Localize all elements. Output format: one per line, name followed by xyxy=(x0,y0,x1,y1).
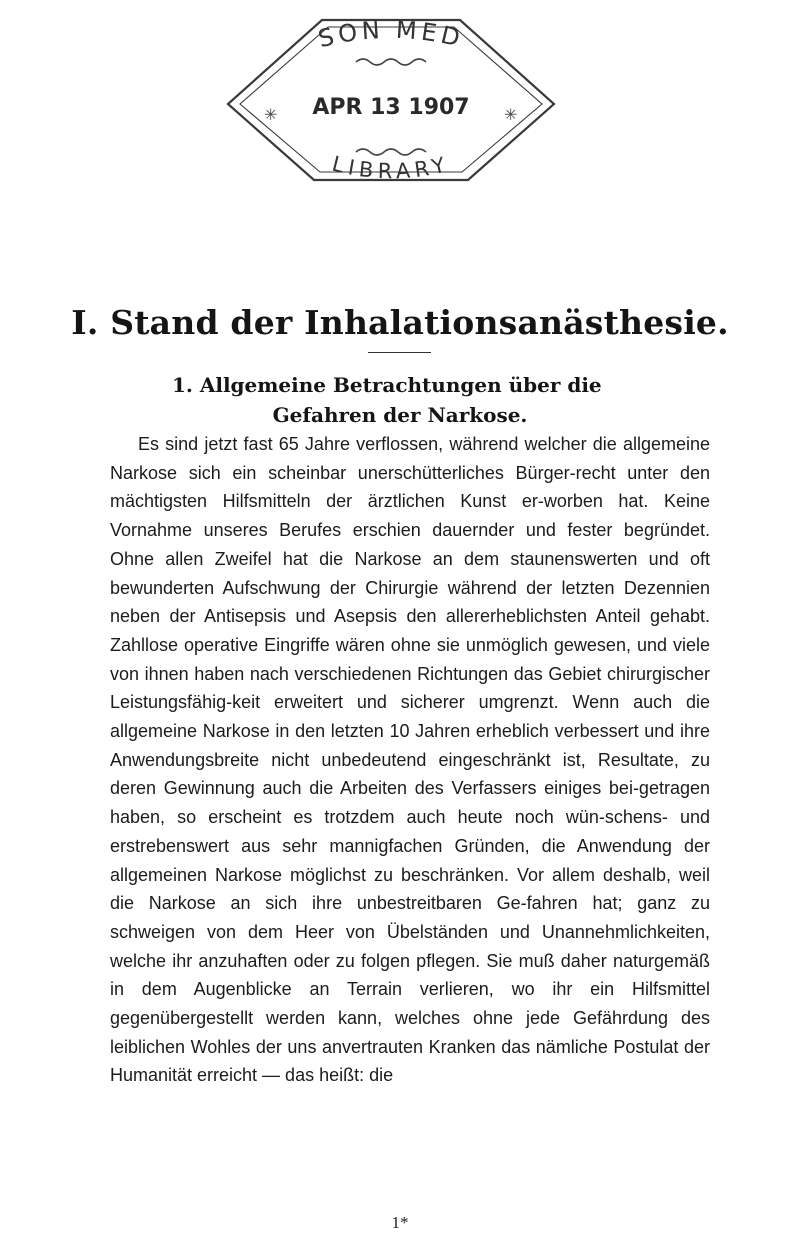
body-paragraph: Es sind jetzt fast 65 Jahre verflossen, während welcher die allgemeine Narkose sich ein scheinbar unerschütterliches Bürger-recht unter den mächtigsten Hilfsmitteln der ärztlichen Kunst er-worben hat. Keine Vornahme unseres Berufes erschien dauernder und fester begründet. Ohne allen Zweifel hat die Narkose an dem staunenswerten und oft bewunderten Aufschwung der Chirurgie während der letzten Dezennien neben der Antisepsis und Asepsis den allererheblichsten Anteil gehabt. Zahllose operative Eingriffe wären ohne sie unmöglich gewesen, und viele von ihnen haben nach verschiedenen Richtungen das Gebiet chirurgischer Leistungsfähig-keit erweitert und sicherer umgrenzt. Wenn auch die allgemeine Narkose in den letzten 10 Jahren erheblich verbessert und ihre Anwendungsbreite nicht unbedeutend eingeschränkt ist, Resultate, zu deren Gewinnung auch die Arbeiten des Verfassers einiges bei-getragen haben, so erscheint es trotzdem auch heute noch wün-schens- und erstrebenswert aus sehr mannigfachen Gründen, die Anwendung der allgemeinen Narkose möglichst zu beschränken. Vor allem deshalb, weil die Narkose an sich ihre unbestreitbaren Ge-fahren hat; ganz zu schweigen von dem Heer von Übelständen und Unannehmlichkeiten, welche ihr anzuhaften oder zu folgen pflegen. Sie muß daher naturgemäß in dem Augenblicke an Terrain verlieren, wo ihr ein Hilfsmittel gegenübergestellt werden kann, welches ohne jede Gefährdung des leiblichen Wohles der uns anvertrauten Kranken das nämliche Postulat der Humanität erreicht — das heißt: die xyxy=(110,434,710,1086)
chapter-title: I. Stand der Inhalationsanästhesie. xyxy=(71,303,729,342)
stamp-bottom-text: LIBRARY xyxy=(329,151,453,184)
stamp-top-text: SON MED xyxy=(315,15,467,54)
star-icon: ✳ xyxy=(264,105,278,124)
stamp-bottom-ornament xyxy=(356,149,426,155)
svg-text:SON MED xyxy=(315,16,466,53)
star-icon: ✳ xyxy=(504,105,518,124)
svg-text:LIBRARY xyxy=(330,152,453,184)
section-heading-line-2: Gefahren der Narkose. xyxy=(272,403,528,427)
title-divider xyxy=(368,352,431,353)
library-stamp xyxy=(224,14,558,184)
section-heading xyxy=(0,370,800,430)
stamp-top-ornament xyxy=(356,59,426,65)
section-heading-line-1: 1. Allgemeine Betrachtungen über die xyxy=(172,373,602,397)
stamp-date: APR 13 1907 xyxy=(312,95,470,120)
page-number: 1* xyxy=(391,1213,409,1232)
